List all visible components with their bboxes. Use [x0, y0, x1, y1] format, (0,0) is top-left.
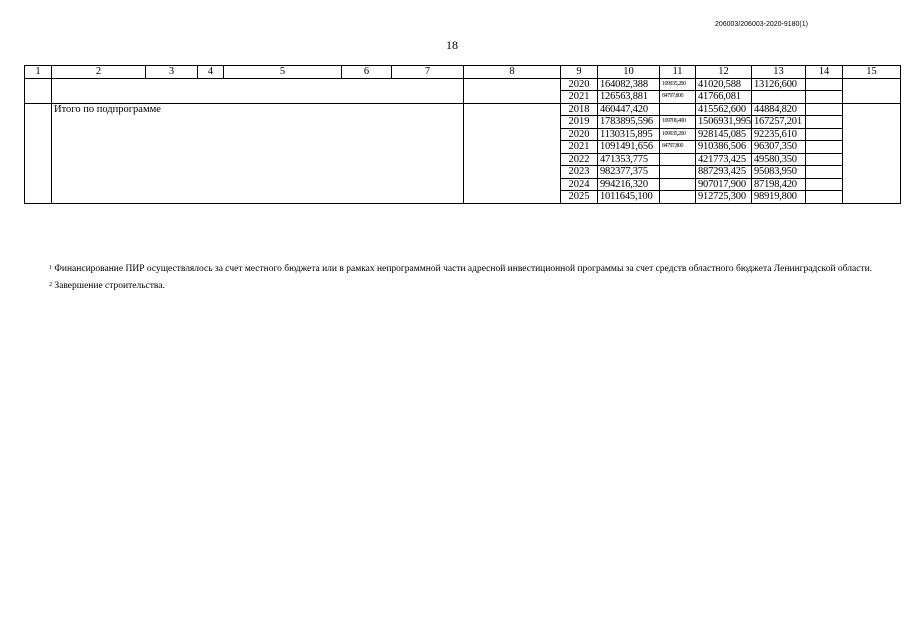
- header-row: [25, 66, 901, 79]
- column-header: 3: [146, 66, 198, 79]
- federal-cell: 109935,200: [660, 128, 696, 141]
- local-cell: 167257,201: [752, 116, 806, 129]
- year-cell: 2022: [561, 153, 598, 166]
- regional-cell: 887293,425: [696, 166, 752, 179]
- table-cell: [806, 103, 843, 116]
- total-cell: 1783895,596: [598, 116, 660, 129]
- total-cell: 1130315,895: [598, 128, 660, 141]
- table-cell: [843, 78, 901, 103]
- column-header: 14: [806, 66, 843, 79]
- total-cell: 164082,388: [598, 78, 660, 91]
- table-cell: [806, 116, 843, 129]
- year-cell: 2025: [561, 191, 598, 204]
- total-cell: 982377,375: [598, 166, 660, 179]
- footnote-marker: 2: [49, 282, 52, 288]
- column-header: 9: [561, 66, 598, 79]
- local-cell: 96307,350: [752, 141, 806, 154]
- budget-table: [24, 65, 901, 204]
- footnote-text: Финансирование ПИР осуществлялось за счет местного бюджета или в рамках непрограммной части адресной инвестиционной программы за счет средств областного бюджета Ленинградской области.: [54, 264, 873, 274]
- local-cell: 49580,350: [752, 153, 806, 166]
- federal-cell: 109706,400: [660, 116, 696, 129]
- column-header: 6: [342, 66, 392, 79]
- column-header: 8: [464, 66, 561, 79]
- table-cell: [806, 166, 843, 179]
- year-cell: 2018: [561, 103, 598, 116]
- local-cell: 98919,800: [752, 191, 806, 204]
- regional-cell: 907017,900: [696, 178, 752, 191]
- federal-cell: [660, 103, 696, 116]
- table-cell: [806, 178, 843, 191]
- federal-cell: 109935,200: [660, 78, 696, 91]
- federal-cell: 84797,800: [660, 141, 696, 154]
- regional-cell: 41020,588: [696, 78, 752, 91]
- regional-cell: 421773,425: [696, 153, 752, 166]
- regional-cell: 41766,081: [696, 91, 752, 104]
- local-cell: 95083,950: [752, 166, 806, 179]
- table-cell: [806, 141, 843, 154]
- column-header: 1: [25, 66, 52, 79]
- regional-cell: 910386,506: [696, 141, 752, 154]
- federal-cell: [660, 191, 696, 204]
- subtotal-label: Итого по подпрограмме: [52, 103, 464, 203]
- footnote-1: [27, 263, 877, 275]
- year-cell: 2024: [561, 178, 598, 191]
- total-cell: 460447,420: [598, 103, 660, 116]
- federal-cell: [660, 178, 696, 191]
- total-cell: 1011645,100: [598, 191, 660, 204]
- total-cell: 126563,881: [598, 91, 660, 104]
- table-cell: [806, 153, 843, 166]
- regional-cell: 912725,300: [696, 191, 752, 204]
- local-cell: 13126,600: [752, 78, 806, 91]
- table-row: [25, 78, 901, 91]
- table-cell: [464, 78, 561, 103]
- column-header: 12: [696, 66, 752, 79]
- document-id: 206003/206003-2020-9180(1): [714, 21, 808, 28]
- regional-cell: 415562,600: [696, 103, 752, 116]
- footnotes: [27, 263, 877, 292]
- column-header: 11: [660, 66, 696, 79]
- federal-cell: [660, 153, 696, 166]
- local-cell: [752, 91, 806, 104]
- footnote-text: Завершение строительства.: [54, 281, 165, 291]
- table-cell: [806, 78, 843, 91]
- table-cell: [464, 103, 561, 203]
- column-header: 7: [392, 66, 464, 79]
- table-row: [25, 103, 901, 116]
- table-cell: [806, 91, 843, 104]
- footnote-2: [27, 280, 877, 292]
- table-cell: [52, 78, 464, 103]
- regional-cell: 1506931,995: [696, 116, 752, 129]
- regional-cell: 928145,085: [696, 128, 752, 141]
- table-cell: [25, 103, 52, 203]
- year-cell: 2023: [561, 166, 598, 179]
- column-header: 10: [598, 66, 660, 79]
- local-cell: 87198,420: [752, 178, 806, 191]
- local-cell: 44884,820: [752, 103, 806, 116]
- footnote-marker: 1: [49, 265, 52, 271]
- year-cell: 2021: [561, 141, 598, 154]
- column-header: 4: [198, 66, 224, 79]
- local-cell: 92235,610: [752, 128, 806, 141]
- year-cell: 2019: [561, 116, 598, 129]
- year-cell: 2020: [561, 78, 598, 91]
- federal-cell: [660, 166, 696, 179]
- column-header: 5: [224, 66, 342, 79]
- total-cell: 471353,775: [598, 153, 660, 166]
- total-cell: 994216,320: [598, 178, 660, 191]
- column-header: 13: [752, 66, 806, 79]
- table-cell: [25, 78, 52, 103]
- table-cell: [806, 128, 843, 141]
- year-cell: 2020: [561, 128, 598, 141]
- column-header: 15: [843, 66, 901, 79]
- page-number: 18: [446, 38, 458, 52]
- column-header: 2: [52, 66, 146, 79]
- table-cell: [843, 103, 901, 203]
- year-cell: 2021: [561, 91, 598, 104]
- total-cell: 1091491,656: [598, 141, 660, 154]
- federal-cell: 84797,800: [660, 91, 696, 104]
- table-cell: [806, 191, 843, 204]
